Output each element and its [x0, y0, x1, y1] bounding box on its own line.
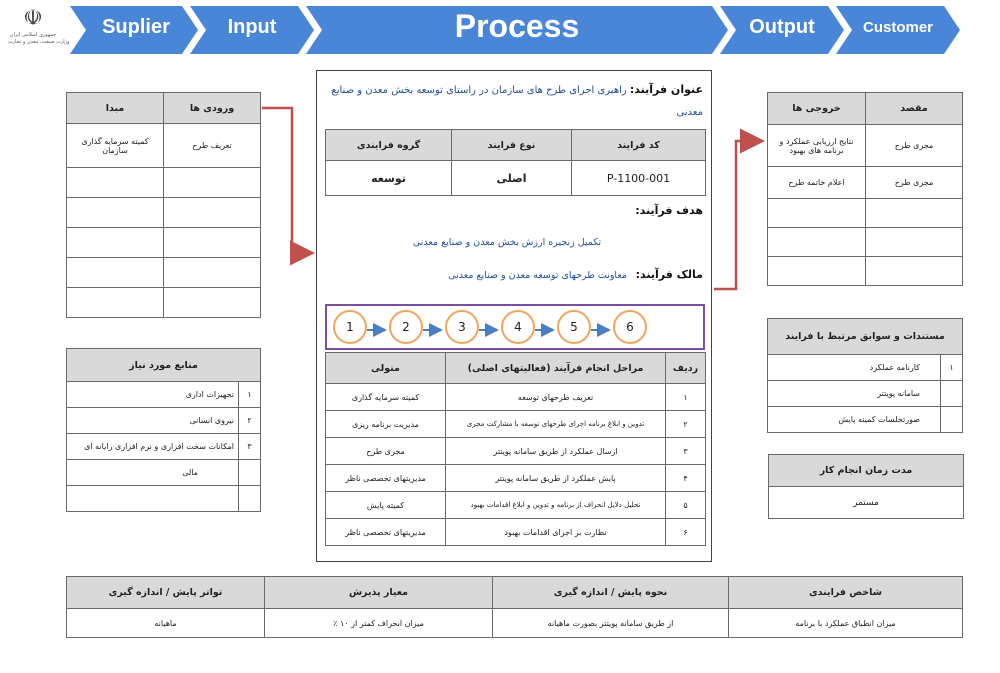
method-header: نحوه پایش / اندازه گیری — [493, 577, 729, 609]
table-row — [67, 288, 261, 318]
input-cell: تعریف طرح — [164, 124, 261, 168]
table-row — [768, 167, 963, 199]
criteria-header: معیار پذیرش — [265, 577, 493, 609]
goal-value: تکمیل زنجیره ارزش بخش معدن و صنایع معدنی — [412, 237, 602, 248]
documents-table — [767, 318, 963, 433]
table-row — [768, 355, 963, 381]
step-owner: کمیته پایش — [326, 492, 446, 519]
inputs-table — [66, 92, 261, 318]
row-number: ۲ — [239, 408, 261, 434]
row-number — [239, 460, 261, 486]
resource-item: نیروی انسانی — [67, 408, 239, 434]
process-label: Process — [454, 8, 580, 44]
duration-value: مستمر — [769, 487, 964, 519]
row-number — [941, 407, 963, 433]
process-title-value: راهبری اجرای طرح های سازمان در راستای توسعه بخش معدن و صنایع معدنی — [331, 85, 703, 118]
process-info-table — [325, 129, 706, 196]
row-number — [941, 381, 963, 407]
source-cell: کمیته سرمایه گذاری سازمان — [67, 124, 164, 168]
step-owner: مجری طرح — [326, 438, 446, 465]
table-row — [768, 407, 963, 433]
table-row — [326, 384, 706, 411]
step-number: ۱ — [666, 384, 706, 411]
kpi-table — [66, 576, 963, 638]
owner-value: معاونت طرحهای توسعه معدن و صنایع معدنی — [448, 270, 627, 281]
resource-item: مالی — [67, 460, 239, 486]
step-number: ۳ — [666, 438, 706, 465]
output-cell: اعلام خاتمه طرح — [768, 167, 866, 199]
step-number: ۵ — [666, 492, 706, 519]
frequency-value: ماهیانه — [67, 609, 265, 638]
flow-step-3: 3 — [445, 310, 479, 344]
table-row — [326, 492, 706, 519]
process-code: P-1100-001 — [572, 161, 706, 196]
step-owner: مدیریت برنامه ریزی — [326, 411, 446, 438]
step-stage: نظارت بر اجرای اقدامات بهبود — [446, 519, 666, 546]
dest-cell: مجری طرح — [866, 167, 963, 199]
duration-table — [768, 454, 964, 519]
step-number: ۲ — [666, 411, 706, 438]
input-to-process-arrow — [262, 108, 310, 253]
step-owner: کمیته سرمایه گذاری — [326, 384, 446, 411]
step-stage: تحلیل دلایل انحراف از برنامه و تدوین و ابلاغ اقدامات بهبود — [446, 492, 666, 519]
dest-cell: مجری طرح — [866, 125, 963, 167]
step-stage: پایش عملکرد از طریق سامانه پویتتر — [446, 465, 666, 492]
document-item: کارنامه عملکرد — [768, 355, 941, 381]
table-row — [768, 257, 963, 286]
step-number-header: ردیف — [666, 353, 706, 384]
row-number: ۱ — [941, 355, 963, 381]
step-owner-header: متولی — [326, 353, 446, 384]
table-row — [67, 198, 261, 228]
step-number: ۴ — [666, 465, 706, 492]
step-stage-header: مراحل انجام فرآیند (فعالیتهای اصلی) — [446, 353, 666, 384]
output-cell: نتایج ارزیابی عملکرد و برنامه های بهبود — [768, 125, 866, 167]
type-header: نوع فرایند — [452, 130, 572, 161]
group-header: گروه فرایندی — [326, 130, 452, 161]
process-flow — [325, 304, 705, 350]
document-item: صورتجلسات کمیته پایش — [768, 407, 941, 433]
table-row — [768, 228, 963, 257]
process-title-label: عنوان فرآیند: — [629, 83, 703, 96]
table-row — [67, 486, 261, 512]
row-number: ۱ — [239, 382, 261, 408]
row-number: ۳ — [239, 434, 261, 460]
process-type: اصلی — [452, 161, 572, 196]
flow-step-5: 5 — [557, 310, 591, 344]
input-label: Input — [227, 16, 277, 38]
process-panel — [316, 70, 712, 562]
step-owner: مدیریتهای تخصصی ناظر — [326, 519, 446, 546]
owner-label: مالک فرآیند: — [635, 268, 703, 281]
customer-label: Customer — [862, 19, 933, 36]
supplier-label: Suplier — [102, 16, 170, 38]
government-logo — [8, 6, 70, 56]
flow-step-6: 6 — [613, 310, 647, 344]
process-banner — [0, 0, 1000, 60]
table-row — [67, 124, 261, 168]
step-stage: تدوین و ابلاغ برنامه اجرای طرحهای توسعه با مشارکت مجری — [446, 411, 666, 438]
table-row — [67, 460, 261, 486]
resource-item: تجهیزات اداری — [67, 382, 239, 408]
method-value: از طریق سامانه پویتتر بصورت ماهیانه — [493, 609, 729, 638]
duration-title: مدت زمان انجام کار — [769, 455, 964, 487]
resource-item: امکانات سخت افزاری و نرم افزاری رایانه ای — [67, 434, 239, 460]
flow-step-4: 4 — [501, 310, 535, 344]
logo-caption-1: جمهوری اسلامی ایران — [9, 32, 57, 38]
step-stage: ارسال عملکرد از طریق سامانه پویتتر — [446, 438, 666, 465]
flow-step-2: 2 — [389, 310, 423, 344]
step-number: ۶ — [666, 519, 706, 546]
table-row — [326, 411, 706, 438]
table-row — [67, 258, 261, 288]
table-row — [768, 381, 963, 407]
goal-label: هدف فرآیند: — [635, 204, 703, 217]
table-row — [326, 465, 706, 492]
dest-header: مقصد — [866, 93, 963, 125]
step-stage: تعریف طرحهای توسعه — [446, 384, 666, 411]
logo-caption-2: وزارت صنعت، معدن و تجارت — [8, 39, 70, 45]
table-row — [67, 609, 963, 638]
inputs-header: ورودی ها — [164, 93, 261, 124]
table-row — [67, 408, 261, 434]
indicator-value: میزان انطباق عملکرد با برنامه — [729, 609, 963, 638]
output-label: Output — [749, 16, 815, 38]
document-item: سامانه پویتتر — [768, 381, 941, 407]
process-title — [323, 79, 703, 124]
outputs-table — [767, 92, 963, 286]
table-row — [326, 519, 706, 546]
source-header: مبدا — [67, 93, 164, 124]
outputs-header: خروجی ها — [768, 93, 866, 125]
table-row — [768, 199, 963, 228]
indicator-header: شاخص فرایندی — [729, 577, 963, 609]
resources-title: منابع مورد نیاز — [67, 349, 261, 382]
flow-step-1: 1 — [333, 310, 367, 344]
step-owner: مدیریتهای تخصصی ناظر — [326, 465, 446, 492]
process-steps-table — [325, 352, 706, 546]
resources-table — [66, 348, 261, 512]
criteria-value: میزان انحراف کمتر از ۱۰ ٪ — [265, 609, 493, 638]
table-row — [67, 168, 261, 198]
code-header: کد فرایند — [572, 130, 706, 161]
table-row — [326, 438, 706, 465]
frequency-header: تواتر پایش / اندازه گیری — [67, 577, 265, 609]
process-to-output-arrow — [714, 141, 760, 289]
process-group: توسعه — [326, 161, 452, 196]
table-row — [67, 382, 261, 408]
table-row — [67, 228, 261, 258]
table-row — [67, 434, 261, 460]
table-row — [768, 125, 963, 167]
emblem-icon: ☫ — [23, 6, 43, 31]
documents-title: مستندات و سوابق مرتبط با فرایند — [768, 319, 963, 355]
